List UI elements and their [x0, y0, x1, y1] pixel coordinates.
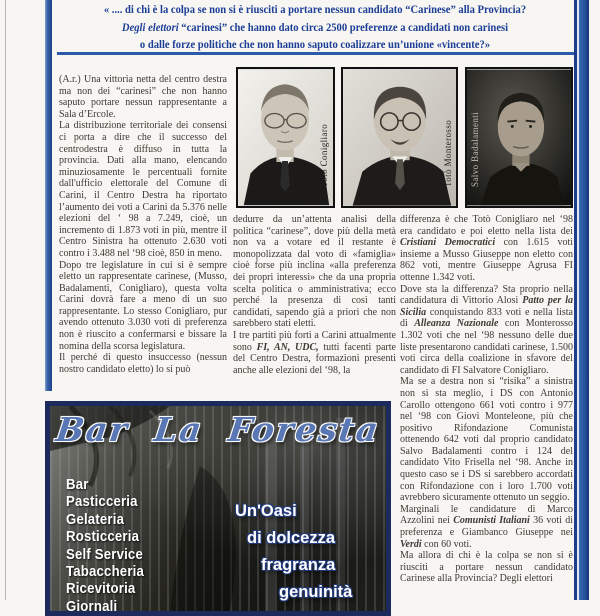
photo-toto-conigliaro: [236, 67, 335, 208]
article-paragraph: [59, 352, 227, 375]
text-run: (A.r.) Una vittoria netta del centro destra ma non dei “carinesi” che non hanno saputo portare nessun rappresentante a Sala d’Ercole.: [59, 74, 227, 120]
photo-salvo-badalamenti: [465, 67, 573, 208]
article-paragraph: [400, 550, 573, 585]
ad-service-item: Gelateria: [66, 510, 125, 528]
article-column-1: [59, 74, 227, 401]
ad-service-item: Bar: [66, 476, 89, 493]
text-run: Comunisti Italiani: [453, 515, 530, 527]
portrait-photo: [467, 69, 571, 206]
text-run: Alleanza Nazionale: [414, 318, 499, 330]
text-run: Verdi: [400, 538, 422, 550]
text-run: Ma se a destra non si “risika” a sinistra non si sta meglio, i DS con Antonio Carollo ottengono 661 voti contro i 977 nel ‘98 con Giovi Monteleone, più che positivo Rifondazione Comunista ottenendo 642 voti dal proprio candidato Salvo Badalamenti contro i 124 del candidato Vito Frisella nel ‘98. Anche in questo caso se i DS si sarebbero accordati con Rifondazione con i loro 1.700 voti avrebbero sicuramente ottenuto un seggio.: [400, 376, 573, 504]
photo-caption: Totò Conigliaro: [319, 123, 329, 187]
article-paragraph: [233, 214, 396, 330]
text-run: Il perché di questo insuccesso (nessun nostro candidato eletto) lo si può: [59, 352, 227, 375]
portrait-photo: [343, 69, 456, 206]
text-run: Degli elettori: [121, 21, 179, 34]
ad-service-item: Pasticceria: [66, 493, 138, 511]
text-run: Patto per la Sicilia: [400, 295, 573, 318]
ad-title: Bar La Foresta: [53, 410, 383, 449]
article-paragraph: [400, 214, 573, 284]
ad-service-item: Self Service: [66, 545, 143, 563]
ad-services-list: [66, 476, 144, 615]
article-paragraph: [59, 260, 227, 353]
article-paragraph: [400, 504, 573, 550]
text-run: con Monterosso 1.302 voti che nel ‘98 nessuno delle due liste presentarono candidati carinese, 1.500 voti circa della coalizione in sfavore del candidato di FI Salvatore Conigliaro.: [400, 318, 573, 376]
text-run: Cristiani Democratici: [400, 237, 496, 249]
article-paragraph: [233, 330, 396, 376]
photo-caption: Totò Monterosso: [443, 119, 453, 187]
ad-service-item: Rosticceria: [66, 528, 140, 546]
text-run: FI, AN, UDC,: [256, 341, 319, 353]
text-run: differenza è che Totò Conigliaro nel ‘98 era candidato e poi eletto nella lista dei: [400, 214, 573, 237]
ad-service-item: Ricevitoria: [66, 580, 136, 598]
photo-caption: Salvo Badalamenti: [470, 111, 480, 187]
text-run: conquistando 833 voti e nella lista di: [400, 306, 573, 330]
headline: [60, 2, 570, 55]
ad-service-item: Tabaccheria: [66, 563, 145, 581]
bar-la-foresta-ad: [45, 401, 391, 616]
text-run: I tre partiti più forti a Carini attualmente sono: [233, 329, 396, 353]
text-run: “carinesi” che hanno dato circa 2500 preferenze a candidati non carinesi: [178, 21, 509, 34]
ad-service-item: Giornali: [66, 597, 118, 615]
text-run: Dopo tre legislature in cui si è sempre eletto un rappresentate carinese, (Musso, Badalamenti, Conigliaro), questa volta Carini dovrà fare a meno di un suo rappresentante. Lo stesso Conigliaro, pur avendo ottenuto 3.030 voti di preferenza non è riuscito a confermarsi e bissare la nomina della scorsa legislatura.: [59, 259, 227, 352]
text-run: Ma allora di chi è la colpa se non si è riusciti a portare nessun candidato Carinese alla Provincia? Degli elettori: [400, 550, 573, 585]
text-run: La distribuzione territoriale dei consensi ci porta a dire che il successo del centrodestra è diffuso in tutta la provincia. Dati alla mano, elencando minuziosamente le percentuali fornite dall'ufficio elettorale del Comune di Carini, il Centro Destra ha riportato l’aumento dei voti a Carini da 5.376 nelle elezioni del ‘ 98 a 7.249, cioè, un incremento di 1.873 voti in più, mentre il Centro Sinistra ha ottenuto 2.630 voti contro i 3.488 nel ‘98 cioè, 850 in meno.: [59, 120, 227, 259]
text-run: tutti facenti parte del Centro Destra, formazioni presenti anche alle elezioni del ‘98, la: [233, 341, 396, 376]
article-column-2: [233, 214, 396, 400]
headline-line-1: [80, 2, 549, 20]
right-accent-bar: [574, 0, 589, 600]
article-paragraph: [59, 120, 227, 259]
text-run: dedurre da un’attenta analisi della politica “carinese”, dove più della metà non va a votare ed il restante è monopolizzata dal voto di «famiglia» cioè forse più inclina «alla preferenza dei propri interessi» che da una propria scelta politica o amministrativa; ecco perché la presenza di così tanti candidati, sapendo già a priori che non sarebbero stati eletti.: [233, 214, 396, 330]
text-run: con 60 voti.: [421, 538, 472, 550]
article-paragraph: [59, 74, 227, 120]
ad-slogan-line: Un'Oasi: [235, 502, 297, 520]
ad-slogan-line: fragranza: [261, 556, 336, 574]
ad-slogan-line: di dolcezza: [247, 529, 336, 547]
text-run: Marginali le candidature di Marco Azzolini nei: [400, 503, 573, 527]
ad-slogan: [233, 498, 388, 606]
headline-line-2: [80, 20, 549, 38]
left-accent-bar: [45, 0, 52, 391]
text-run: 36 voti di preferenza e Giambanco Giuseppe nei: [400, 515, 573, 539]
text-run: con 1.615 voti insieme a Musso Giuseppe non eletto con 862 voti, mentre Giuseppe Agrusa FI ottenne 1.342 voti.: [400, 237, 573, 283]
headline-rule: [57, 52, 574, 55]
article-paragraph: [400, 284, 573, 377]
article-paragraph: [400, 376, 573, 504]
text-run: « .... di chi è la colpa se non si è riusciti a portare nessun candidato “Carinese” alla Provincia?: [103, 4, 527, 16]
article-column-3: [400, 214, 573, 600]
scan-edge-line: [5, 0, 6, 600]
photo-toto-monterosso: [341, 67, 458, 208]
text-run: o dalle forze politiche che non hanno saputo coalizzare un’unione «vincente?»: [139, 39, 491, 51]
text-run: Dove sta la differenza? Sta proprio nella candidatura di Vittorio Alosi: [400, 283, 573, 307]
ad-slogan-line: genuinità: [279, 583, 353, 601]
